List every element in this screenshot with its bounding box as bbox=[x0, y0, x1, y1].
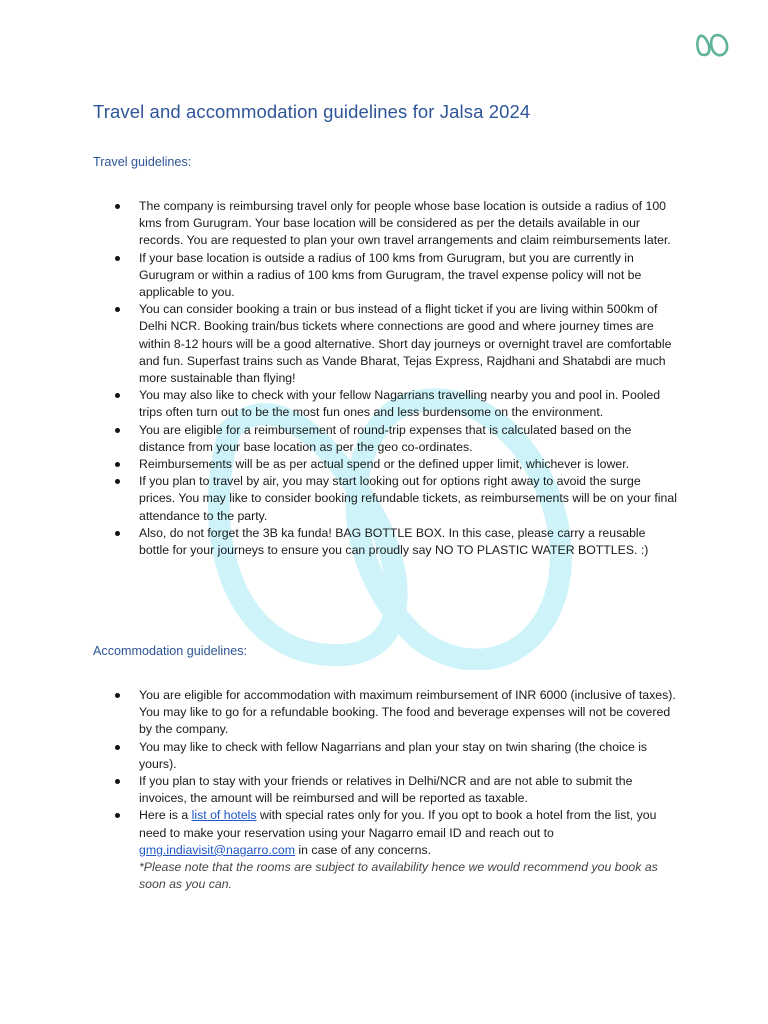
bullet-icon bbox=[115, 393, 120, 398]
list-item: You are eligible for accommodation with maximum reimbursement of INR 6000 (inclusive of taxes). You may like to go for a refundable booking. The food and beverage expenses will not be covered by the company. bbox=[93, 687, 678, 739]
list-item: Reimbursements will be as per actual spend or the defined upper limit, whichever is lower. bbox=[93, 456, 678, 473]
list-of-hotels-link[interactable]: list of hotels bbox=[191, 808, 257, 823]
list-item: If your base location is outside a radius of 100 kms from Gurugram, but you are currently in Gurugram or within a radius of 100 kms from Gurugram, the travel expense policy will not be applicable to you. bbox=[93, 250, 678, 302]
list-item: You may like to check with fellow Nagarrians and plan your stay on twin sharing (the choice is yours). bbox=[93, 739, 678, 773]
availability-note: *Please note that the rooms are subject to availability hence we would recommend you book as soon as you can. bbox=[139, 860, 658, 892]
list-item: If you plan to travel by air, you may start looking out for options right away to avoid the surge prices. You may like to consider booking refundable tickets, as reimbursements will be on your final attendance to the party. bbox=[93, 473, 678, 525]
bullet-icon bbox=[115, 745, 120, 750]
accommodation-guidelines-list bbox=[93, 687, 678, 893]
travel-guidelines-list bbox=[93, 198, 678, 559]
bullet-icon bbox=[115, 256, 120, 261]
bullet-icon bbox=[115, 779, 120, 784]
bullet-icon bbox=[115, 428, 120, 433]
page-title: Travel and accommodation guidelines for Jalsa 2024 bbox=[93, 101, 531, 122]
support-email-link[interactable]: gmg.indiavisit@nagarro.com bbox=[139, 842, 296, 857]
bullet-icon bbox=[115, 531, 120, 536]
list-item: You can consider booking a train or bus instead of a flight ticket if you are living within 500km of Delhi NCR. Booking train/bus tickets where connections are good and where journey times are within 8-12 hours will be a good alternative. Short day journeys or overnight travel are comfortable and fun. Superfast trains such as Vande Bharat, Tejas Express, Rajdhani and Shatabdi are much more sustainable than flying! bbox=[93, 301, 678, 387]
bullet-icon bbox=[115, 204, 120, 209]
list-item-hotels: Here is a list of hotels with special rates only for you. If you opt to book a hotel from the list, you need to make your reservation using your Nagarro email ID and reach out to gmg.indiavisit@nagarro.com in case of any concerns. *Please note that the rooms are subject to availability hence we would recommend you book as soon as you can. bbox=[93, 807, 678, 893]
bullet-icon bbox=[115, 813, 120, 818]
list-item: The company is reimbursing travel only for people whose base location is outside a radius of 100 kms from Gurugram. Your base location will be considered as per the details available in our records. You are requested to plan your own travel arrangements and claim reimbursements later. bbox=[93, 198, 678, 250]
accommodation-guidelines-heading: Accommodation guidelines: bbox=[93, 644, 248, 658]
travel-guidelines-heading: Travel guidelines: bbox=[93, 155, 192, 169]
bullet-icon bbox=[115, 307, 120, 312]
bullet-icon bbox=[115, 479, 120, 484]
list-item: You may also like to check with your fellow Nagarrians travelling nearby you and pool in. Pooled trips often turn out to be the most fun ones and less burdensome on the environment. bbox=[93, 387, 678, 421]
nagarro-logo-icon bbox=[695, 31, 729, 59]
bullet-icon bbox=[115, 462, 120, 467]
list-item: Also, do not forget the 3B ka funda! BAG BOTTLE BOX. In this case, please carry a reusable bottle for your journeys to ensure you can proudly say NO TO PLASTIC WATER BOTTLES. :) bbox=[93, 525, 678, 559]
bullet-icon bbox=[115, 693, 120, 698]
list-item: If you plan to stay with your friends or relatives in Delhi/NCR and are not able to submit the invoices, the amount will be reimbursed and will be reported as taxable. bbox=[93, 773, 678, 807]
list-item: You are eligible for a reimbursement of round-trip expenses that is calculated based on the distance from your base location as per the geo co-ordinates. bbox=[93, 422, 678, 456]
